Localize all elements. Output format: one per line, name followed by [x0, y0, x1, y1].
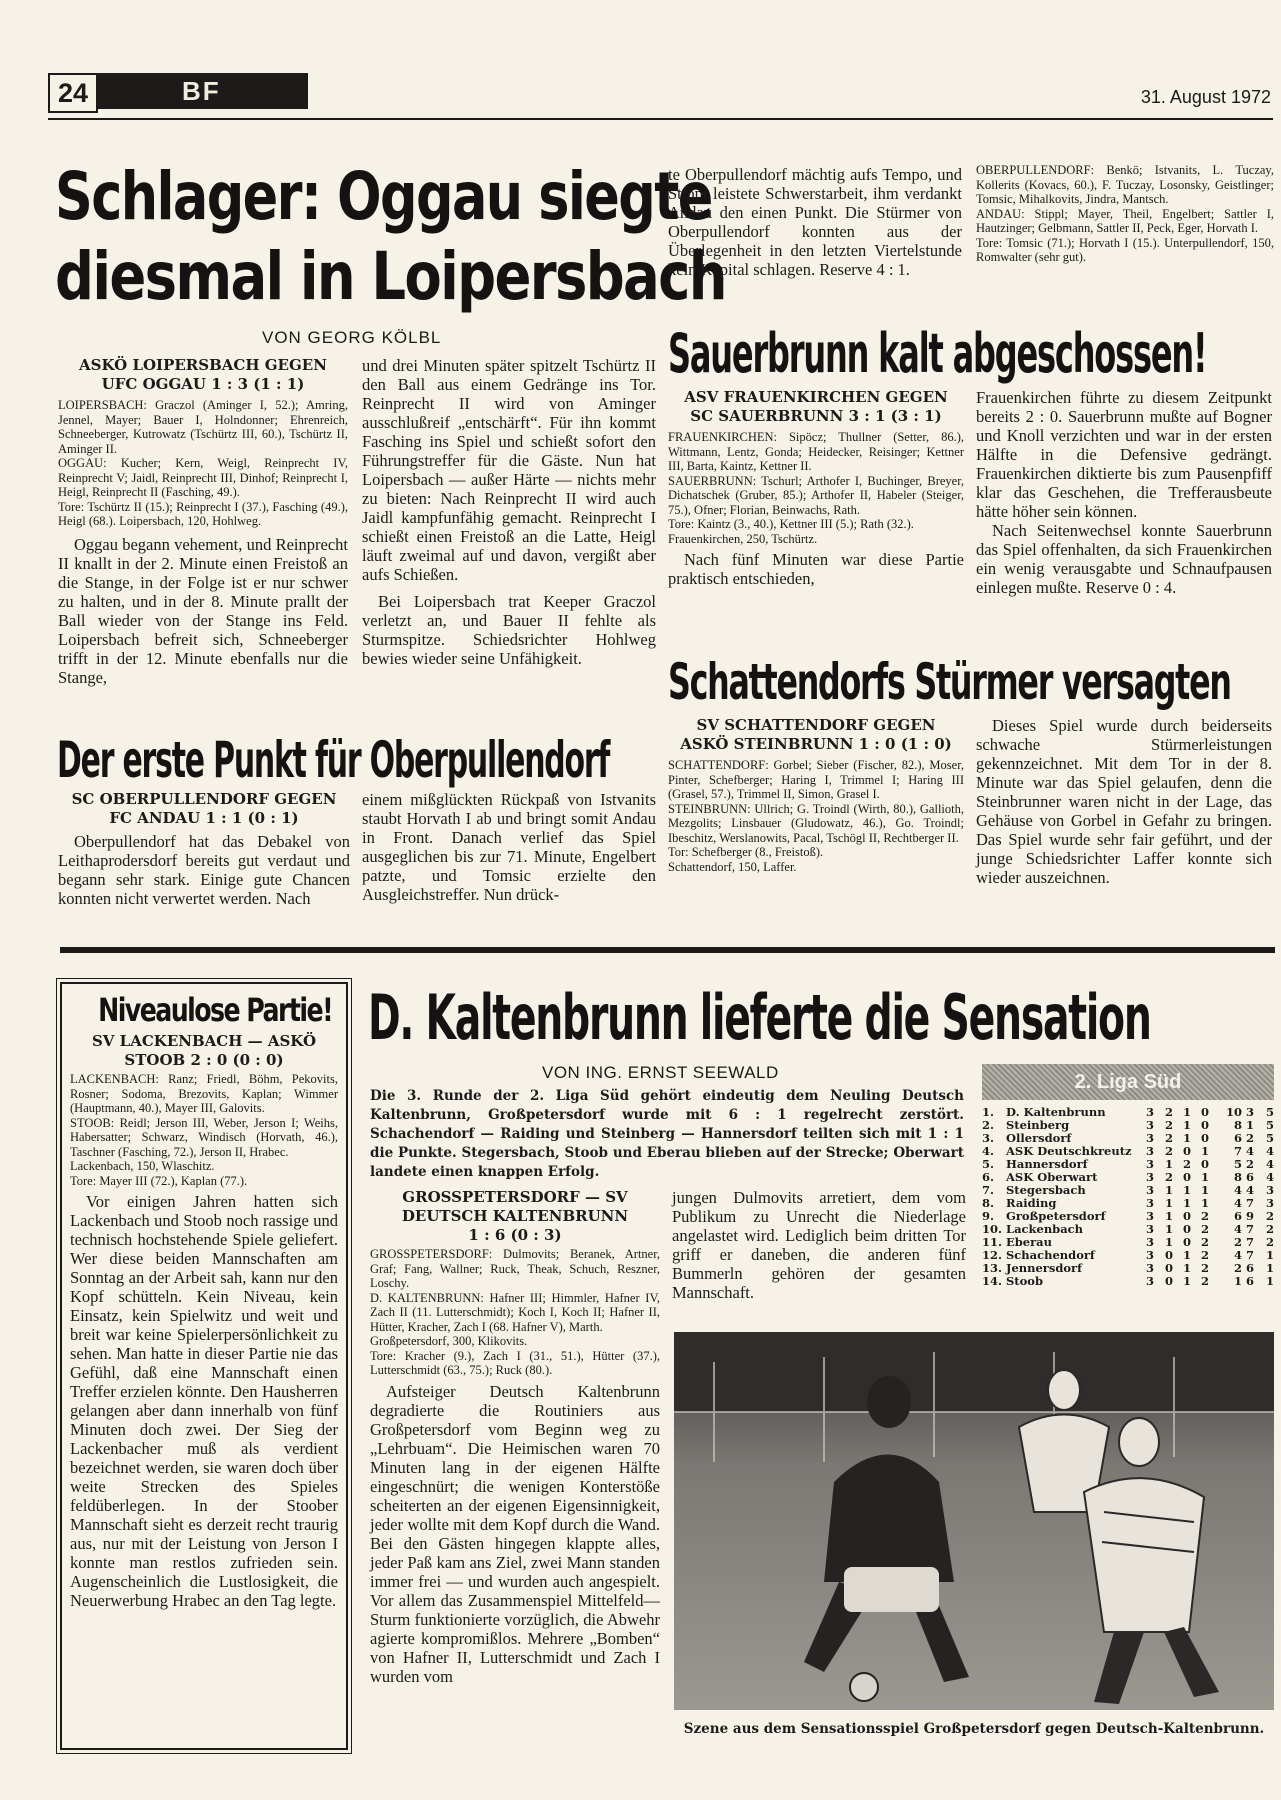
standings-games: 3 — [1145, 1105, 1154, 1119]
standings-team: ASK Deutschkreutz — [1006, 1144, 1132, 1158]
standings-points: 4 — [1265, 1144, 1274, 1158]
standings-draws: 0 — [1182, 1222, 1191, 1236]
article6-lead: Die 3. Runde der 2. Liga Süd gehört eindeutig dem Neuling Deutsch Kaltenbrunn, Großpetersdorf wurde mit 6 : 1 regelrecht zerstört. Schachendorf — Raiding und Steinberg — Hannersdorf teilten sich mit 1 : 1 die Punkte. Stegersbach, Stoob und Eberau blieben auf der Strecke; Oberwart landete einen knappen Erfolg. — [370, 1088, 964, 1180]
standings-team: Eberau — [1006, 1235, 1052, 1249]
page-header — [48, 73, 1273, 123]
standings-wins: 2 — [1164, 1131, 1173, 1145]
standings-games: 3 — [1145, 1222, 1154, 1236]
standings-rank: 5. — [982, 1157, 995, 1171]
standings-games: 3 — [1145, 1170, 1154, 1184]
article1-headline-line1: Schlager: Oggau siegte — [55, 158, 712, 235]
standings-goals: 4 7 — [1233, 1248, 1254, 1262]
standings-draws: 0 — [1182, 1170, 1191, 1184]
photo-caption: Szene aus dem Sensationsspiel Großpetersdorf gegen Deutsch-Kaltenbrunn. — [683, 1721, 1265, 1737]
standings-rank: 12. — [982, 1248, 1003, 1262]
standings-games: 3 — [1145, 1235, 1154, 1249]
article2-match-line1: SC OBERPULLENDORF GEGEN — [71, 790, 337, 808]
standings-goals: 2 7 — [1233, 1235, 1254, 1249]
article1-col2 — [362, 356, 656, 668]
article5-headline: Niveaulose Partie! — [98, 991, 333, 1029]
standings-goals: 8 1 — [1233, 1118, 1254, 1132]
article6-headline: D. Kaltenbrunn lieferte die Sensation — [368, 981, 1151, 1054]
standings-draws: 0 — [1182, 1144, 1191, 1158]
standings-wins: 1 — [1164, 1183, 1173, 1197]
standings-points: 5 — [1265, 1105, 1274, 1119]
article2-col1 — [58, 790, 350, 908]
page-number-box — [48, 73, 98, 113]
standings-losses: 2 — [1200, 1209, 1209, 1223]
standings-goals: 1 6 — [1233, 1274, 1254, 1288]
article4-body: Dieses Spiel wurde durch beiderseits schwache Stürmerleistungen gekennzeichnet. Mit dem Tor in der 8. Minute war das Spiel gelaufen, denn die Steinbrunner waren nicht in der Lage, das Gehäuse von Gorbel in Gefahr zu bringen. Das Spiel wurde sehr fair geführt, und der junge Schiedsrichter Laffer konnte sich wieder auszeichnen. — [976, 716, 1272, 887]
standings-losses: 0 — [1200, 1157, 1209, 1171]
match-photo — [674, 1332, 1274, 1710]
standings-team: Stegersbach — [1006, 1183, 1086, 1197]
standings-team: Stoob — [1006, 1274, 1043, 1288]
standings-rank: 7. — [982, 1183, 995, 1197]
article3-col2 — [976, 388, 1272, 597]
standings-rank: 11. — [982, 1235, 1003, 1249]
standings-draws: 0 — [1182, 1235, 1191, 1249]
standings-losses: 0 — [1200, 1118, 1209, 1132]
standings-points: 1 — [1265, 1261, 1274, 1275]
article3-body-col2-p2: Nach Seitenwechsel konnte Sauerbrunn das Spiel offenhalten, da sich Frauenkirchen ein wenig verausgabte und Schnaufpausen einlegen mußte. Reserve 0 : 4. — [976, 521, 1272, 597]
standings-wins: 1 — [1164, 1209, 1173, 1223]
standings-losses: 1 — [1200, 1144, 1209, 1158]
article6-byline: VON ING. ERNST SEEWALD — [542, 1063, 779, 1082]
article1-body-col2-p2: Bei Loipersbach trat Keeper Graczol verletzt an, und Bauer II fehlte als Sturmspitze. Schiedsrichter Hohlweg bewies wieder seine Unfähigkeit. — [362, 592, 656, 668]
article6-match-line3: 1 : 6 (0 : 3) — [468, 1226, 562, 1244]
standings-wins: 1 — [1164, 1157, 1173, 1171]
standings-wins: 0 — [1164, 1274, 1173, 1288]
standings-games: 3 — [1145, 1196, 1154, 1210]
standings-losses: 0 — [1200, 1105, 1209, 1119]
standings-losses: 2 — [1200, 1222, 1209, 1236]
standings-goals: 10 3 — [1225, 1105, 1254, 1119]
article3-match-line2: SC SAUERBRUNN 3 : 1 (3 : 1) — [690, 407, 942, 425]
standings-team: ASK Oberwart — [1006, 1170, 1098, 1184]
article6-col1 — [370, 1188, 660, 1686]
standings-draws: 0 — [1182, 1209, 1191, 1223]
standings-rank: 1. — [982, 1105, 995, 1119]
standings-team: Lackenbach — [1006, 1222, 1084, 1236]
standings-points: 4 — [1265, 1157, 1274, 1171]
standings-games: 3 — [1145, 1274, 1154, 1288]
article2-body-col1: Oberpullendorf hat das Debakel von Leithaprodersdorf bereits gut verdaut und begann sehr stark. Einige gute Chancen konnten nicht verwertet werden. Nach — [58, 832, 350, 908]
standings-draws: 1 — [1182, 1274, 1191, 1288]
article1-col1 — [58, 356, 348, 687]
standings-losses: 1 — [1200, 1170, 1209, 1184]
standings-rank: 6. — [982, 1170, 995, 1184]
standings-wins: 1 — [1164, 1196, 1173, 1210]
standings-points: 3 — [1265, 1183, 1274, 1197]
standings-rank: 14. — [982, 1274, 1003, 1288]
standings-losses: 2 — [1200, 1235, 1209, 1249]
standings-title: 2. Liga Süd — [1074, 1070, 1182, 1093]
standings-games: 3 — [1145, 1118, 1154, 1132]
article2-match-line2: FC ANDAU 1 : 1 (0 : 1) — [109, 809, 299, 827]
standings-games: 3 — [1145, 1261, 1154, 1275]
article5-box — [60, 982, 348, 1750]
standings-draws: 1 — [1182, 1118, 1191, 1132]
article2-col3 — [668, 165, 962, 279]
standings-losses: 2 — [1200, 1274, 1209, 1288]
standings-losses: 2 — [1200, 1261, 1209, 1275]
standings-wins: 2 — [1164, 1118, 1173, 1132]
standings-rank: 13. — [982, 1261, 1003, 1275]
standings-games: 3 — [1145, 1209, 1154, 1223]
standings-points: 2 — [1265, 1222, 1274, 1236]
article2-body-col2: einem mißglückten Rückpaß von Istvanits staubt Horvath I ab und bringt somit Andau in Front. Danach verlief das Spiel ausgeglichen bis zur 71. Minute, Engelbert patzte, und Tomsic erzielte den Ausgleichstreffer. Nun drück- — [362, 790, 656, 904]
standings-draws: 1 — [1182, 1248, 1191, 1262]
article6-match-line1: GROSSPETERSDORF — SV — [402, 1188, 628, 1206]
standings-draws: 2 — [1182, 1157, 1191, 1171]
standings-rank: 10. — [982, 1222, 1003, 1236]
standings-draws: 1 — [1182, 1261, 1191, 1275]
standings-draws: 1 — [1182, 1183, 1191, 1197]
article2-col4 — [976, 163, 1274, 265]
standings-goals: 7 4 — [1233, 1144, 1254, 1158]
standings-team: Hannersdorf — [1006, 1157, 1088, 1171]
article6-col2 — [672, 1188, 966, 1302]
article1-byline: VON GEORG KÖLBL — [262, 328, 442, 347]
standings-losses: 2 — [1200, 1248, 1209, 1262]
article4-match-line2: ASKÖ STEINBRUNN 1 : 0 (1 : 0) — [680, 735, 952, 753]
article1-lineups: LOIPERSBACH: Graczol (Aminger I, 52.); Amring, Jennel, Mayer; Bauer I, Holndonner; Ehrenreich, Schneeberger, Kutrowatz (Tschürtz III, 60.), Tschürtz II, Aminger II. OGGAU: Kucher; Kern, Weigl, Reinprecht IV, Reinprecht V; Jaidl, Reinprecht III, Dinhof; Reinprecht I, Heigl, Reinprecht II (Fasching, 49.). Tore: Tschürtz II (15.); Reinprecht I (37.), Fasching (49.), Heigl (68.). Loipersbach, 120, Hohlweg. — [58, 398, 348, 528]
article1-match-line2: UFC OGGAU 1 : 3 (1 : 1) — [101, 375, 305, 393]
standings-goals: 8 6 — [1233, 1170, 1254, 1184]
article4-col1 — [668, 716, 964, 874]
standings-team: Schachendorf — [1006, 1248, 1095, 1262]
article5-body: Vor einigen Jahren hatten sich Lackenbach und Stoob noch rassige und technisch hochstehende Spiele geliefert. Wer diese beiden Mannschaften am Sonntag an der Arbeit sah, kann nur den Kopf schütteln. Kein Niveau, kein Einsatz, kein Spielwitz und weit und breit war keine Spielerpersönlichkeit zu sehen. Man hatte in dieser Partie nie das Gefühl, daß eine Mannschaft einen Treffer erzielen könnte. Den Hausherren gelangen aber dann innerhalb von fünf Minuten doch zwei. Der Sieg der Lackenbacher muß als verdient bezeichnet werden, sie waren doch über weite Strecken des Spieles feldüberlegen. In der Stoober Mannschaft sieht es derzeit recht traurig aus, nur mit der Leistung von Jerson I konnte man restlos zufrieden sein. Augenscheinlich die Lustlosigkeit, die Neuerwerbung Hrabec an den Tag legte. — [70, 1192, 338, 1610]
standings-losses: 0 — [1200, 1131, 1209, 1145]
standings-wins: 2 — [1164, 1170, 1173, 1184]
article3-body-col2-p1: Frauenkirchen führte zu diesem Zeitpunkt bereits 2 : 0. Sauerbrunn mußte auf Bogner und Knoll verzichten und war in der ersten Hälfte in die Defensive gedrängt. Frauenkirchen diktierte bis zum Pausenpfiff klar das Geschehen, die Trefferausbeute hätte höher sein können. — [976, 388, 1272, 521]
standings-points: 3 — [1265, 1196, 1274, 1210]
standings-rank: 4. — [982, 1144, 995, 1158]
standings-goals: 2 6 — [1233, 1261, 1254, 1275]
standings-goals: 6 9 — [1233, 1209, 1254, 1223]
standings-box — [982, 1064, 1274, 1288]
standings-points: 1 — [1265, 1248, 1274, 1262]
standings-games: 3 — [1145, 1131, 1154, 1145]
standings-goals: 6 2 — [1233, 1131, 1254, 1145]
article4-match-line1: SV SCHATTENDORF GEGEN — [696, 716, 936, 734]
standings-team: Raiding — [1006, 1196, 1057, 1210]
standings-games: 3 — [1145, 1248, 1154, 1262]
article1-body-col2-p1: und drei Minuten später spitzelt Tschürtz II den Ball aus einem Gedränge ins Tor. Reinprecht II wird von Aminger ausschlußreif „entschärft“. Für ihn kommt Fasching ins Spiel und schießt sofort den Führungstreffer für die Gäste. Nun hat Loipersbach — außer Härte — nichts mehr zu bieten: Nach Reinprecht II wird auch Jaidl kampfunfähig gemacht. Reinprecht I schießt einen Freistoß an die Latte, Heigl läuft zweimal auf und davon, vergißt aber aufs Schießen. — [362, 356, 656, 584]
standings-wins: 1 — [1164, 1235, 1173, 1249]
standings-goals: 4 7 — [1233, 1196, 1254, 1210]
standings-points: 5 — [1265, 1131, 1274, 1145]
standings-goals: 4 7 — [1233, 1222, 1254, 1236]
standings-team: Steinberg — [1006, 1118, 1070, 1132]
standings-rank: 3. — [982, 1131, 995, 1145]
standings-points: 4 — [1265, 1170, 1274, 1184]
article3-lineups: FRAUENKIRCHEN: Sipöcz; Thullner (Setter, 86.), Wittmann, Lentz, Gonda; Heidecker, Reisinger; Kettner III, Barta, Kaintz, Kettner II. SAUERBRUNN: Tschurl; Arthofer I, Buchinger, Breyer, Dichatschek (Gruber, 85.); Arthofer II, Habeler (Steiger, 75.), Ofner; Florian, Beinwachs, Rath. Tore: Kaintz (3., 40.), Kettner III (5.); Rath (32.). Frauenkirchen, 250, Tschürtz. — [668, 430, 964, 546]
article4-headline: Schattendorfs Stürmer versagten — [668, 653, 1231, 711]
standings-wins: 0 — [1164, 1261, 1173, 1275]
standings-games: 3 — [1145, 1183, 1154, 1197]
article4-lineups: SCHATTENDORF: Gorbel; Sieber (Fischer, 82.), Moser, Pinter, Schefberger; Haring I, Trimmel I; Haring III (Grasel, 57.), Trimmel II, Simon, Grasel I. STEINBRUNN: Ullrich; G. Troindl (Wirth, 80.), Gallioth, Mezgolits; Linsbauer (Gludowatz, 46.), Go. Troindl; Ibeschitz, Werslanowits, Pacal, Tschögl II, Rechtberger II. Tor: Schefberger (8., Freistoß). Schattendorf, 150, Laffer. — [668, 758, 964, 874]
standings-points: 2 — [1265, 1209, 1274, 1223]
article1-body-col1: Oggau begann vehement, und Reinprecht II knallt in der 2. Minute einen Freistoß an die Stange, in der Folge ist er nur schwer zu halten, und in der 8. Minute prallt der Ball wieder von der Stange ins Feld. Loipersbach befreit sich, Schneeberger trifft in der 12. Minute ebenfalls nur die Stange, — [58, 534, 348, 687]
standings-wins: 1 — [1164, 1222, 1173, 1236]
article4-col2 — [976, 716, 1272, 887]
article6-body-col2: jungen Dulmovits arretiert, dem vom Publikum zu Unrecht die Niederlage angelastet wird. Lediglich beim dritten Tor griff er daneben, die anderen fünf Bummerln gehören der gesamten Mannschaft. — [672, 1188, 966, 1302]
standings-draws: 1 — [1182, 1105, 1191, 1119]
page-number: 24 — [57, 78, 89, 108]
standings-rank: 8. — [982, 1196, 995, 1210]
standings-draws: 1 — [1182, 1131, 1191, 1145]
article6-lineups: GROSSPETERSDORF: Dulmovits; Beranek, Artner, Graf; Fang, Wallner; Ruck, Theak, Schuch, Reszner, Loschy. D. KALTENBRUNN: Hafner III; Himmler, Hafner IV, Zach II (11. Lutterschmidt); Koch I, Koch II; Hafner II, Hütter, Kracher, Zach I (68. Hafner V), Marth. Großpetersdorf, 300, Klikovits. Tore: Kracher (9.), Zach I (31., 51.), Hütter (37.), Lutterschmidt (63., 75.); Ruck (80.). — [370, 1247, 660, 1377]
article5-match-line1: SV LACKENBACH — ASKÖ — [91, 1032, 317, 1050]
standings-team: Ollersdorf — [1006, 1131, 1072, 1145]
standings-points: 2 — [1265, 1235, 1274, 1249]
standings-games: 3 — [1145, 1157, 1154, 1171]
article6-body-col1: Aufsteiger Deutsch Kaltenbrunn degradierte die Routiniers aus Großpetersdorf vom Beginn weg zu „Lehrbuam“. Die Heimischen waren 70 Minuten lang in der eigenen Hälfte eingeschnürt; die wenigen Konterstöße scheiterten an der eigenen Eigensinnigkeit, jeder wollte mit dem Kopf durch die Wand. Bei den Gästen hingegen klappte alles, jeder Paß kam ans Ziel, zwei Mann standen immer frei — und wurden auch angespielt. Vor allem das Zusammenspiel Mittelfeld—Sturm funktionierte vorzüglich, die Abwehr agierte kompromißlos. Mehrere „Bomben“ von Hafner II, Lutterschmidt und Zach I wurden vom — [370, 1381, 660, 1686]
standings-title-bar — [982, 1064, 1274, 1100]
standings-rank: 9. — [982, 1209, 995, 1223]
standings-wins: 2 — [1164, 1144, 1173, 1158]
article3-headline: Sauerbrunn kalt abgeschossen! — [668, 322, 1207, 385]
standings-games: 3 — [1145, 1144, 1154, 1158]
standings-losses: 1 — [1200, 1183, 1209, 1197]
standings-wins: 2 — [1164, 1105, 1173, 1119]
article5-match-line2: STOOB 2 : 0 (0 : 0) — [124, 1051, 284, 1069]
article3-match-line1: ASV FRAUENKIRCHEN GEGEN — [684, 388, 948, 406]
article6-match-line2: DEUTSCH KALTENBRUNN — [401, 1207, 629, 1225]
standings-goals: 4 4 — [1233, 1183, 1254, 1197]
standings-rank: 2. — [982, 1118, 995, 1132]
standings-losses: 1 — [1200, 1196, 1209, 1210]
article2-lineups: OBERPULLENDORF: Benkö; Istvanits, L. Tuczay, Kollerits (Kovacs, 60.), F. Tuczay, Losonsky, Geistlinger; Tomsic, Mihalkovits, Jindra, Mantsch. ANDAU: Stippl; Mayer, Theil, Engelbert; Sattler I, Hautzinger; Gelbmann, Sattler II, Peck, Eger, Horvath I. Tore: Tomsic (71.); Horvath I (15.). Unterpullendorf, 150, Romwalter (sehr gut). — [976, 163, 1274, 264]
article5-lineups: LACKENBACH: Ranz; Friedl, Böhm, Pekovits, Rosner; Sodoma, Brezovits, Kaplan; Wimmer (Hauptmann, 40.), Mayer III, Galovits. STOOB: Reidl; Jerson III, Weber, Jerson I; Weihs, Habersatter; Schwarz, Windisch (Horvath, 46.), Taschner (Fasching, 72.), Jerson II, Hrabec. Lackenbach, 150, Wlaschitz. Tore: Mayer III (72.), Kaplan (77.). — [70, 1072, 338, 1188]
issue-date: 31. August 1972 — [1140, 87, 1271, 107]
article2-col2 — [362, 790, 656, 904]
standings-points: 5 — [1265, 1118, 1274, 1132]
section-divider — [60, 947, 1275, 953]
standings-team: Jennersdorf — [1006, 1261, 1083, 1275]
article3-body-col1: Nach fünf Minuten war diese Partie praktisch entschieden, — [668, 550, 964, 588]
standings-points: 1 — [1265, 1274, 1274, 1288]
standings-row — [982, 1275, 1274, 1288]
article3-col1 — [668, 388, 964, 588]
header-rule — [48, 118, 1273, 120]
standings-goals: 5 2 — [1233, 1157, 1254, 1171]
article2-headline: Der erste Punkt für Oberpullendorf — [57, 731, 610, 789]
section-bar — [96, 73, 308, 109]
article2-body-col3: te Oberpullendorf mächtig aufs Tempo, und Stippl leistete Schwerstarbeit, ihm verdankt Andau den einen Punkt. Die Stürmer von Oberpullendorf konnten aus der Überlegenheit in den letzten Viertelstunde kein Kapital schlagen. Reserve 4 : 1. — [668, 165, 962, 279]
article1-match-line1: ASKÖ LOIPERSBACH GEGEN — [79, 356, 327, 374]
standings-team: D. Kaltenbrunn — [1006, 1105, 1106, 1119]
standings-draws: 1 — [1182, 1196, 1191, 1210]
article1-headline-line2: diesmal in Loipersbach — [55, 238, 726, 315]
standings-team: Großpetersdorf — [1006, 1209, 1106, 1223]
standings-table — [982, 1106, 1274, 1288]
match-photo-image — [674, 1332, 1274, 1710]
section-name: BF — [182, 76, 221, 106]
standings-wins: 0 — [1164, 1248, 1173, 1262]
